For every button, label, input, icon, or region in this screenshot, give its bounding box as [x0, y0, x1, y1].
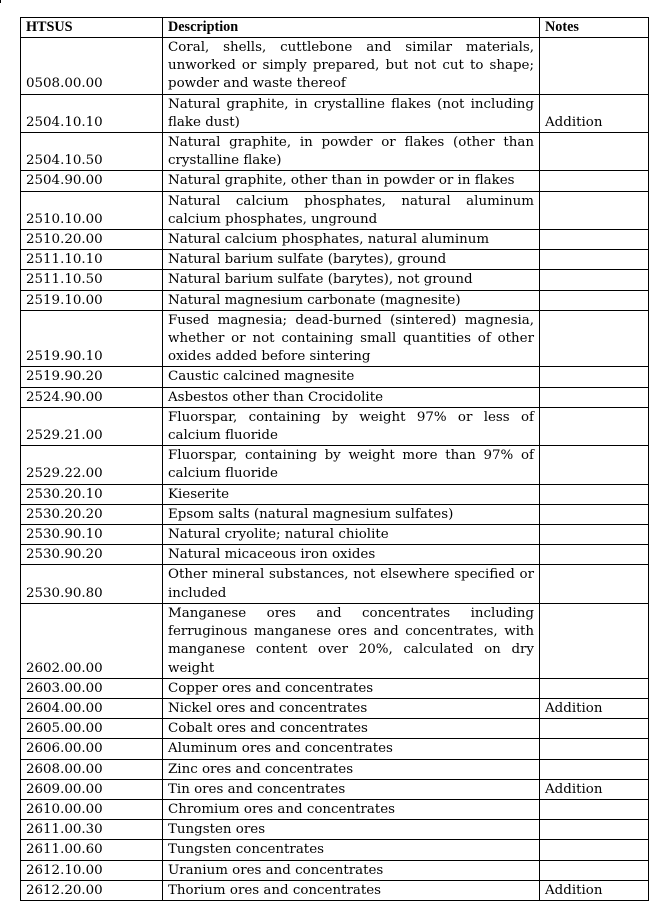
description-cell: Kieserite	[163, 484, 540, 504]
description-cell: Tin ores and concentrates	[163, 779, 540, 799]
htsus-code-cell: 2605.00.00	[21, 719, 163, 739]
table-row	[21, 310, 649, 367]
table-header-row	[21, 18, 649, 38]
htsus-code-cell: 2510.20.00	[21, 230, 163, 250]
notes-cell: Addition	[540, 94, 649, 132]
description-cell: Fluorspar, containing by weight 97% or less of calcium fluoride	[163, 407, 540, 445]
table-row	[21, 799, 649, 819]
description-cell: Manganese ores and concentrates including ferruginous manganese ores and concentrates, with manganese content over 20%, calculated on dry weight	[163, 603, 540, 678]
htsus-code-cell: 2519.10.00	[21, 290, 163, 310]
description-cell: Zinc ores and concentrates	[163, 759, 540, 779]
description-cell: Tungsten concentrates	[163, 840, 540, 860]
notes-cell	[540, 367, 649, 387]
htsus-code-cell: 2530.20.20	[21, 504, 163, 524]
table-row	[21, 860, 649, 880]
notes-cell	[540, 545, 649, 565]
description-cell: Coral, shells, cuttlebone and similar materials, unworked or simply prepared, but not cut to shape; powder and waste thereof	[163, 38, 540, 95]
htsus-code-cell: 0508.00.00	[21, 38, 163, 95]
table-row	[21, 840, 649, 860]
notes-cell	[540, 820, 649, 840]
notes-cell	[540, 230, 649, 250]
description-cell: Natural cryolite; natural chiolite	[163, 525, 540, 545]
table-row	[21, 603, 649, 678]
notes-cell	[540, 387, 649, 407]
htsus-code-cell: 2611.00.30	[21, 820, 163, 840]
description-cell: Caustic calcined magnesite	[163, 367, 540, 387]
notes-cell	[540, 860, 649, 880]
description-cell: Natural graphite, in crystalline flakes (not including flake dust)	[163, 94, 540, 132]
description-cell: Cobalt ores and concentrates	[163, 719, 540, 739]
notes-cell	[540, 565, 649, 603]
page-edge-mark	[0, 0, 5, 3]
notes-cell: Addition	[540, 779, 649, 799]
table-row	[21, 270, 649, 290]
notes-cell	[540, 799, 649, 819]
htsus-code-cell: 2530.90.10	[21, 525, 163, 545]
htsus-code-cell: 2610.00.00	[21, 799, 163, 819]
description-cell: Fluorspar, containing by weight more than 97% of calcium fluoride	[163, 446, 540, 484]
notes-cell	[540, 133, 649, 171]
description-cell: Natural micaceous iron oxides	[163, 545, 540, 565]
description-cell: Uranium ores and concentrates	[163, 860, 540, 880]
notes-cell	[540, 407, 649, 445]
htsus-table	[20, 17, 649, 901]
table-row	[21, 171, 649, 191]
notes-cell	[540, 290, 649, 310]
description-cell: Natural barium sulfate (barytes), not ground	[163, 270, 540, 290]
table-row	[21, 230, 649, 250]
notes-cell	[540, 525, 649, 545]
notes-cell: Addition	[540, 880, 649, 900]
notes-cell	[540, 270, 649, 290]
table-row	[21, 719, 649, 739]
notes-cell	[540, 719, 649, 739]
htsus-code-cell: 2524.90.00	[21, 387, 163, 407]
htsus-code-cell: 2606.00.00	[21, 739, 163, 759]
notes-cell	[540, 678, 649, 698]
htsus-code-cell: 2602.00.00	[21, 603, 163, 678]
htsus-code-cell: 2608.00.00	[21, 759, 163, 779]
header-notes: Notes	[540, 18, 649, 38]
description-cell: Natural magnesium carbonate (magnesite)	[163, 290, 540, 310]
notes-cell: Addition	[540, 698, 649, 718]
description-cell: Chromium ores and concentrates	[163, 799, 540, 819]
notes-cell	[540, 250, 649, 270]
table-row	[21, 94, 649, 132]
description-cell: Other mineral substances, not elsewhere specified or included	[163, 565, 540, 603]
notes-cell	[540, 38, 649, 95]
htsus-code-cell: 2609.00.00	[21, 779, 163, 799]
table-row	[21, 367, 649, 387]
htsus-code-cell: 2504.10.10	[21, 94, 163, 132]
description-cell: Natural barium sulfate (barytes), ground	[163, 250, 540, 270]
table-row	[21, 545, 649, 565]
description-cell: Nickel ores and concentrates	[163, 698, 540, 718]
description-cell: Epsom salts (natural magnesium sulfates)	[163, 504, 540, 524]
table-row	[21, 446, 649, 484]
notes-cell	[540, 191, 649, 229]
table-row	[21, 880, 649, 900]
table-row	[21, 387, 649, 407]
table-row	[21, 565, 649, 603]
notes-cell	[540, 840, 649, 860]
table-row	[21, 191, 649, 229]
notes-cell	[540, 603, 649, 678]
table-row	[21, 779, 649, 799]
htsus-code-cell: 2530.20.10	[21, 484, 163, 504]
header-htsus: HTSUS	[21, 18, 163, 38]
table-body	[21, 38, 649, 901]
htsus-code-cell: 2603.00.00	[21, 678, 163, 698]
description-cell: Natural calcium phosphates, natural aluminum calcium phosphates, unground	[163, 191, 540, 229]
htsus-code-cell: 2530.90.20	[21, 545, 163, 565]
notes-cell	[540, 310, 649, 367]
description-cell: Asbestos other than Crocidolite	[163, 387, 540, 407]
htsus-code-cell: 2510.10.00	[21, 191, 163, 229]
header-description: Description	[163, 18, 540, 38]
table-row	[21, 38, 649, 95]
htsus-code-cell: 2519.90.20	[21, 367, 163, 387]
notes-cell	[540, 504, 649, 524]
htsus-code-cell: 2504.90.00	[21, 171, 163, 191]
htsus-code-cell: 2511.10.50	[21, 270, 163, 290]
table-row	[21, 250, 649, 270]
table-row	[21, 759, 649, 779]
description-cell: Natural graphite, other than in powder or in flakes	[163, 171, 540, 191]
description-cell: Thorium ores and concentrates	[163, 880, 540, 900]
notes-cell	[540, 739, 649, 759]
htsus-code-cell: 2504.10.50	[21, 133, 163, 171]
notes-cell	[540, 759, 649, 779]
htsus-code-cell: 2530.90.80	[21, 565, 163, 603]
htsus-code-cell: 2612.20.00	[21, 880, 163, 900]
table-row	[21, 133, 649, 171]
htsus-code-cell: 2612.10.00	[21, 860, 163, 880]
table-row	[21, 678, 649, 698]
table-row	[21, 290, 649, 310]
description-cell: Copper ores and concentrates	[163, 678, 540, 698]
table-row	[21, 484, 649, 504]
htsus-code-cell: 2604.00.00	[21, 698, 163, 718]
table-row	[21, 525, 649, 545]
description-cell: Natural graphite, in powder or flakes (other than crystalline flake)	[163, 133, 540, 171]
description-cell: Natural calcium phosphates, natural aluminum	[163, 230, 540, 250]
htsus-code-cell: 2511.10.10	[21, 250, 163, 270]
table-row	[21, 407, 649, 445]
description-cell: Fused magnesia; dead-burned (sintered) magnesia, whether or not containing small quantities of other oxides added before sintering	[163, 310, 540, 367]
notes-cell	[540, 484, 649, 504]
notes-cell	[540, 446, 649, 484]
description-cell: Aluminum ores and concentrates	[163, 739, 540, 759]
table-row	[21, 504, 649, 524]
description-cell: Tungsten ores	[163, 820, 540, 840]
htsus-code-cell: 2529.21.00	[21, 407, 163, 445]
htsus-code-cell: 2529.22.00	[21, 446, 163, 484]
notes-cell	[540, 171, 649, 191]
table-row	[21, 820, 649, 840]
table-row	[21, 739, 649, 759]
table-row	[21, 698, 649, 718]
htsus-code-cell: 2611.00.60	[21, 840, 163, 860]
htsus-code-cell: 2519.90.10	[21, 310, 163, 367]
